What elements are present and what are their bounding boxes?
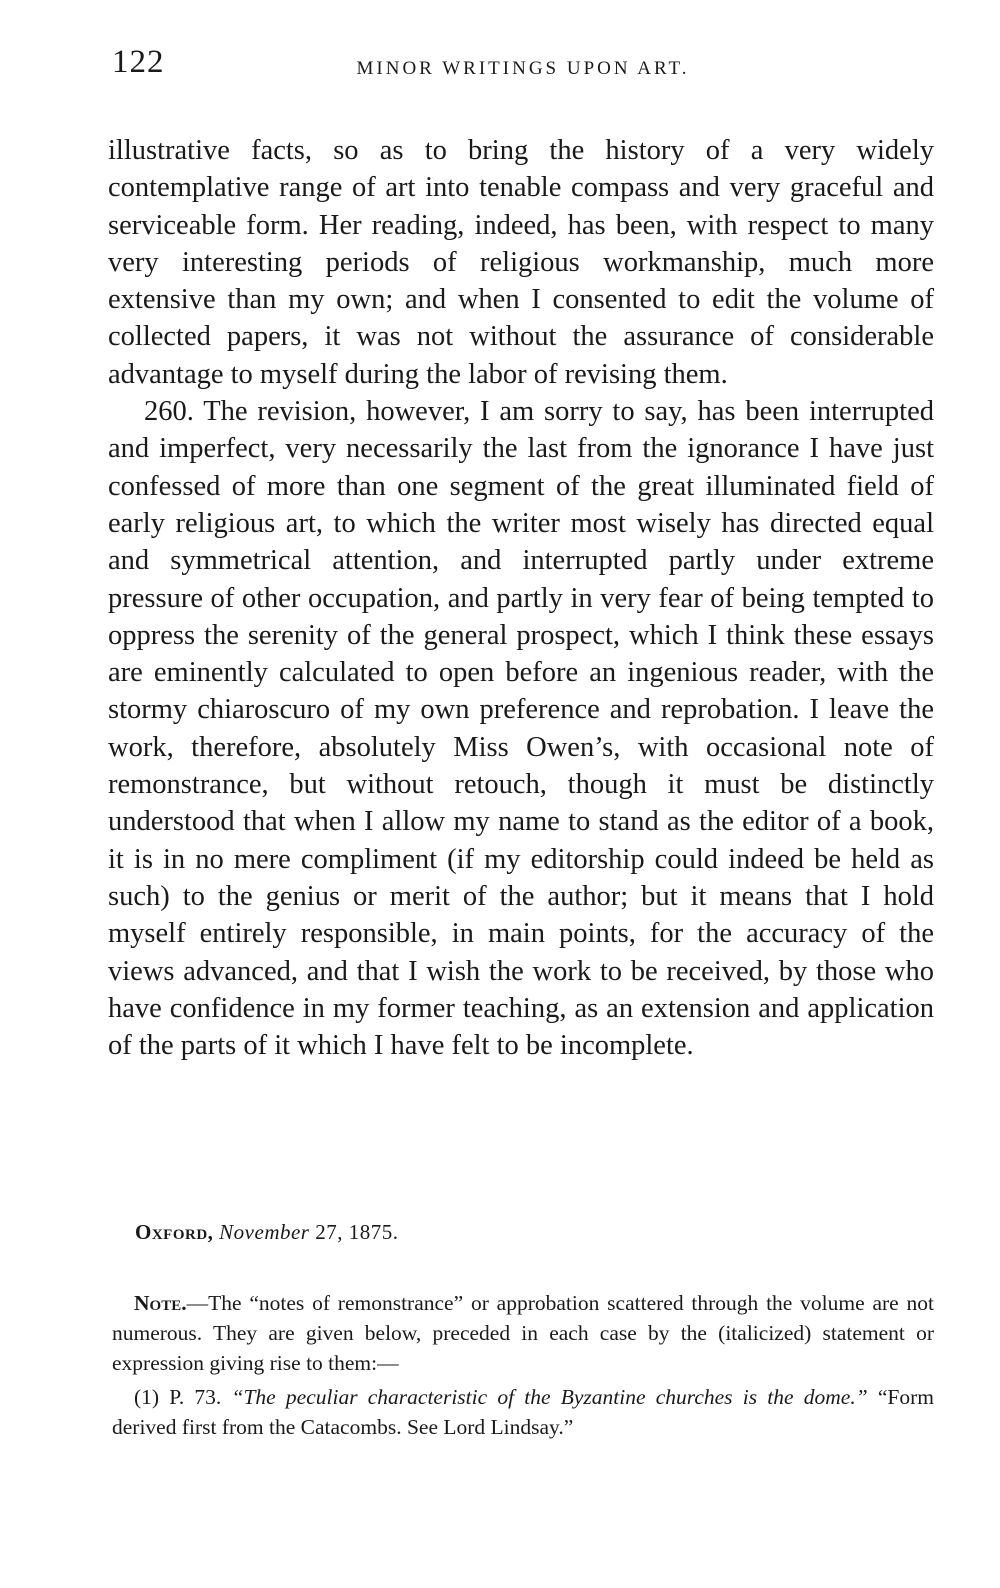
note-item-ref: (1) P. 73. xyxy=(134,1385,222,1409)
page-header xyxy=(112,44,934,92)
running-title: MINOR WRITINGS UPON ART. xyxy=(356,58,690,79)
page-number: 122 xyxy=(112,44,165,80)
body-paragraph-2: 260. The revision, however, I am sorry to say, has been interrupted and imperfect, very necessarily the last from the ignorance I have just confessed of more than one segment of the great illuminated field of early religious art, to which the writer most wisely has directed equal and symmetrical attention, and interrupted partly under extreme pressure of other occupation, and partly in very fear of being tempted to oppress the serenity of the general prospect, which I think these essays are eminently calculated to open before an ingenious reader, with the stormy chiaroscuro of my own preference and reprobation. I leave the work, therefore, absolutely Miss Owen’s, with occasional note of remonstrance, but without retouch, though it must be distinctly understood that when I allow my name to stand as the editor of a book, it is in no mere compliment (if my editorship could indeed be held as such) to the genius or merit of the author; but it means that I hold myself entirely responsible, in main points, for the accuracy of the views advanced, and that I wish the work to be received, by those who have confidence in my former teaching, as an extension and application of the parts of it which I have felt to be incomplete. xyxy=(108,396,934,1062)
note-text: —The “notes of remonstrance” or approbation scattered through the volume are not numerous. They are given below, preceded in each case by the (italicized) statement or expression giving rise to them:— xyxy=(112,1291,934,1375)
note-item xyxy=(112,1382,934,1442)
note-paragraph xyxy=(112,1288,934,1378)
note-item-quote: “The peculiar characteristic of the Byzantine churches is the dome.” xyxy=(231,1385,868,1409)
body-text xyxy=(108,132,934,1064)
note-block xyxy=(112,1288,934,1442)
signoff-place: Oxford, xyxy=(135,1220,214,1244)
body-paragraph-1: illustrative facts, so as to bring the history of a very widely contemplative range of art into tenable compass and very graceful and serviceable form. Her reading, indeed, has been, with respect to many very interesting periods of religious workmanship, much more extensive than my own; and when I consented to edit the volume of collected papers, it was not without the assurance of considerable advantage to myself during the labor of revising them. xyxy=(108,135,934,390)
signoff-date-month: November xyxy=(219,1220,310,1244)
note-label: Note. xyxy=(134,1291,187,1315)
note-item-comment: “Form derived first from the Catacombs. See Lord Lindsay.” xyxy=(112,1385,934,1439)
signoff-date-rest: 27, 1875. xyxy=(315,1220,399,1244)
signoff xyxy=(135,1220,398,1245)
